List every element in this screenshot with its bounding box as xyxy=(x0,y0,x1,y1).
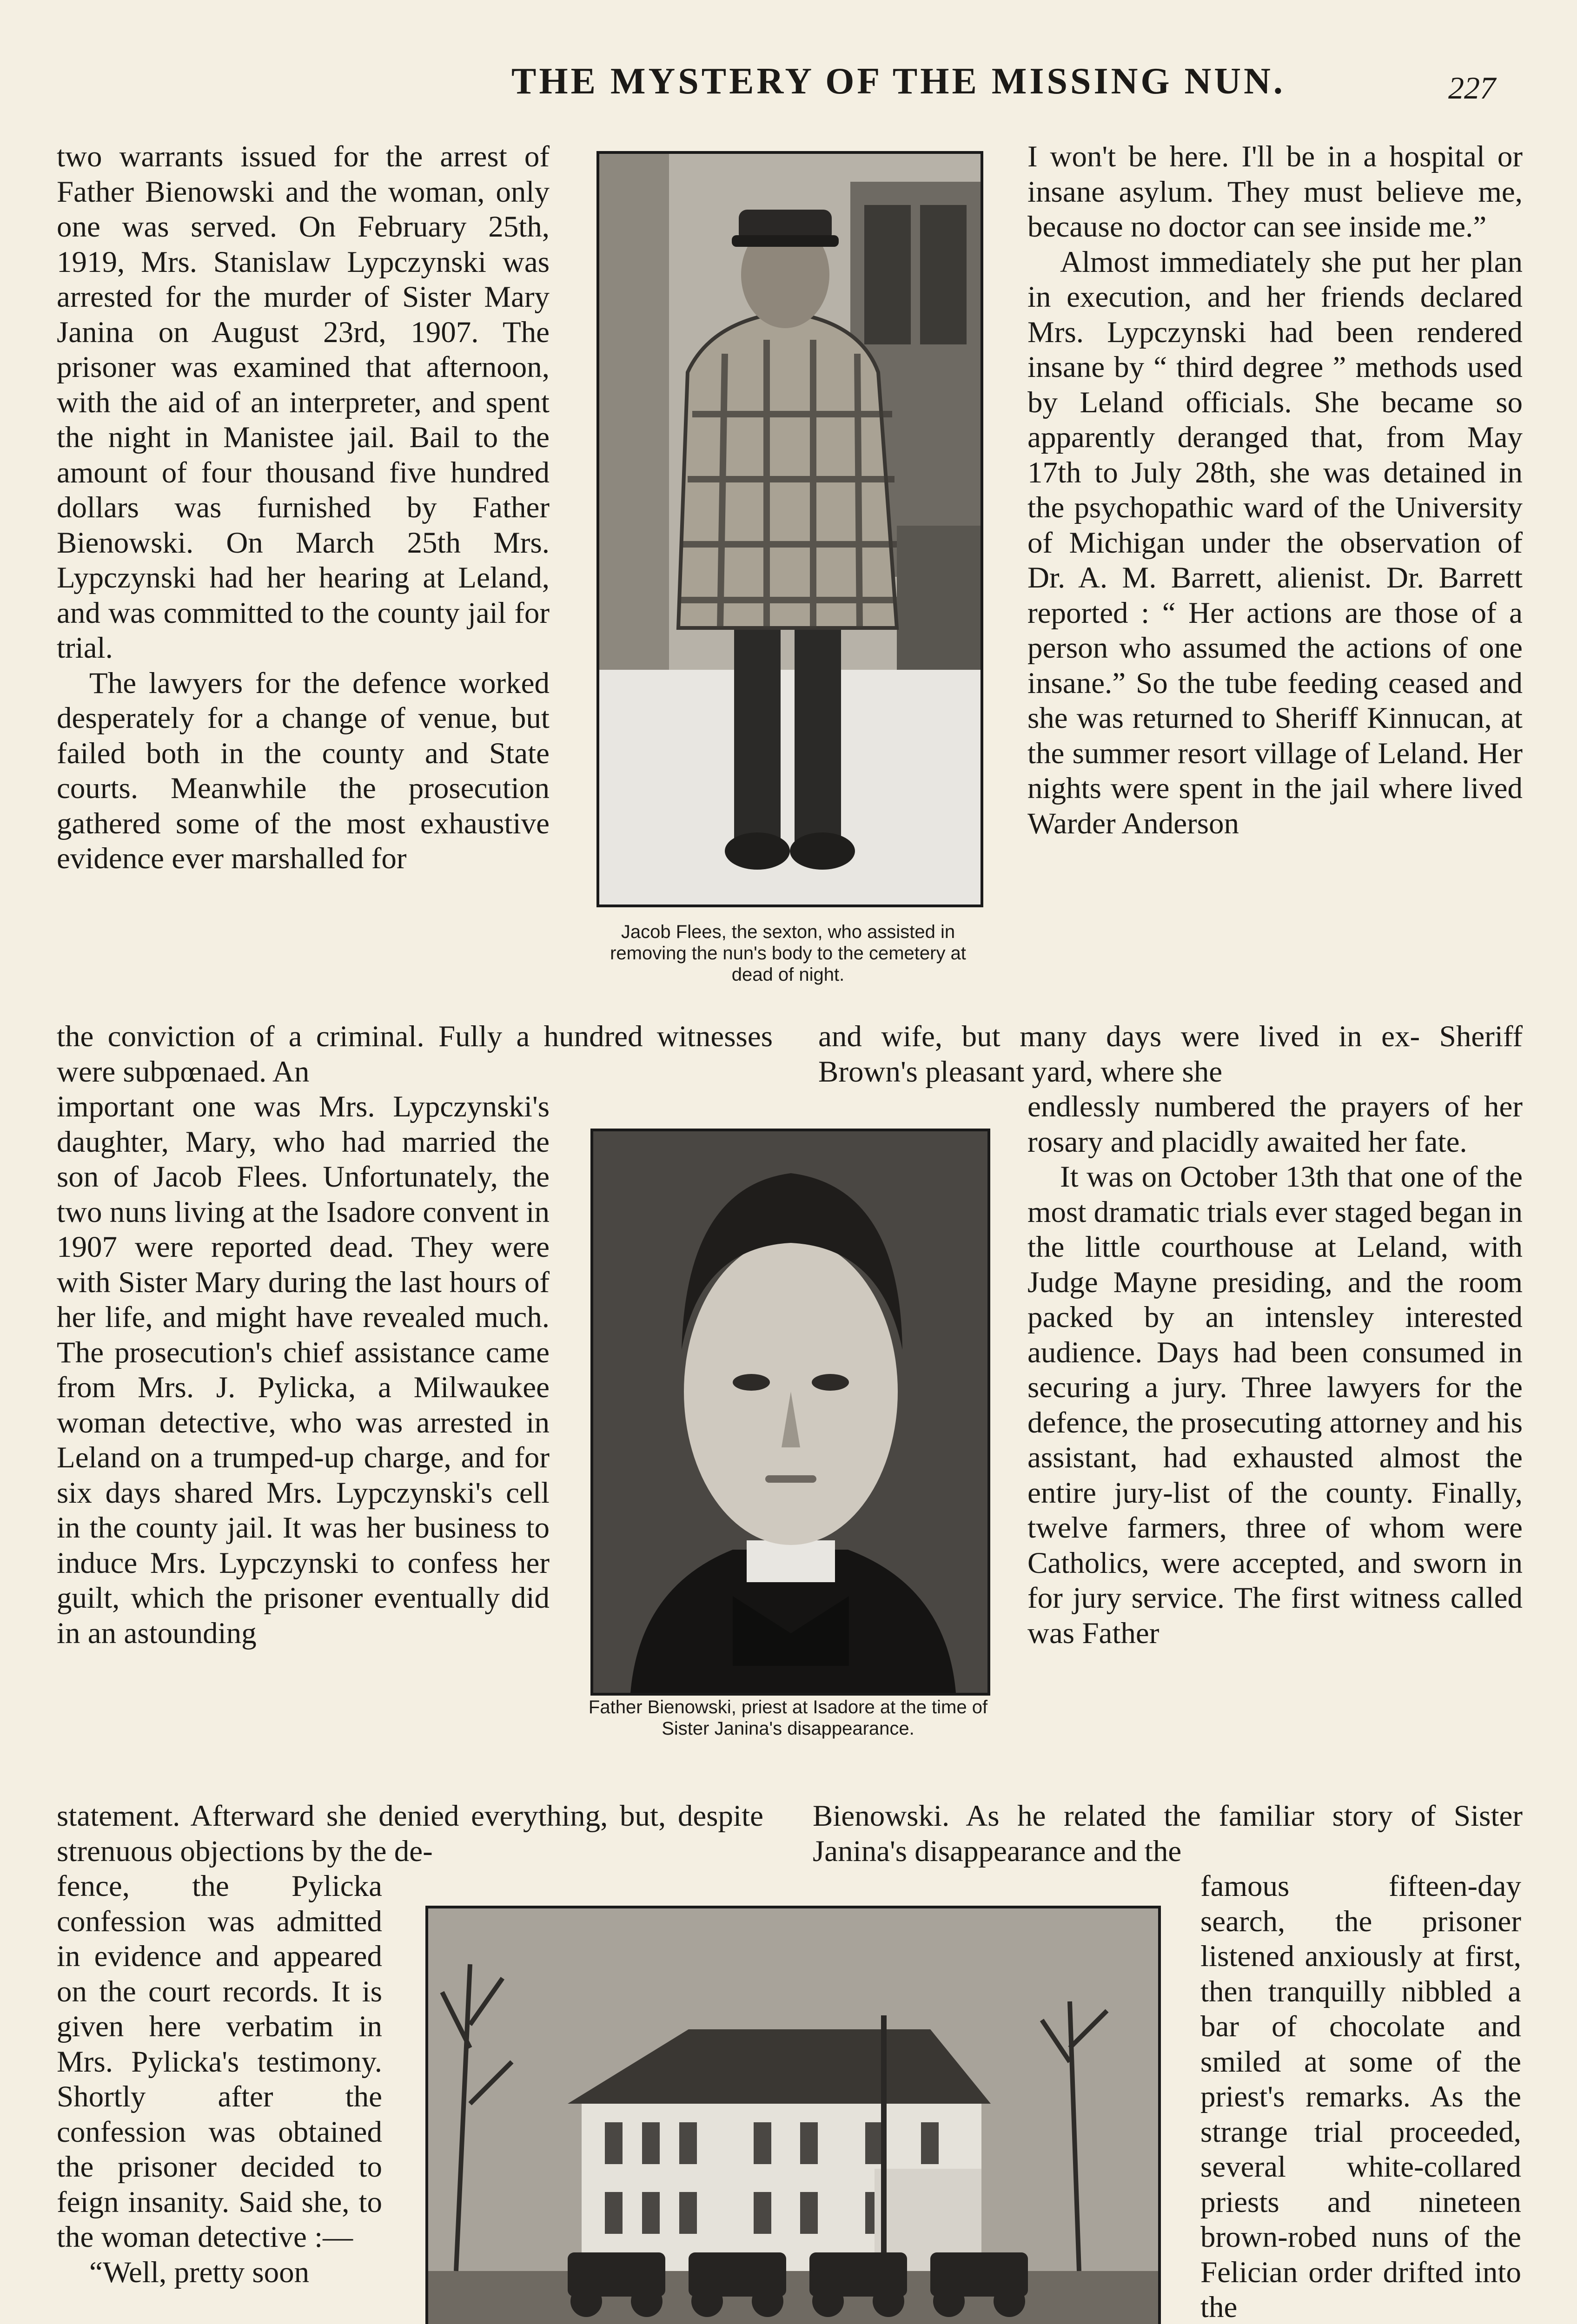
page-number: 227 xyxy=(1448,70,1496,106)
photo-jacob-flees xyxy=(596,151,983,907)
spanning-text-right-2: Bienowski. As he related the familiar story of Sister Janina's disappearance and the xyxy=(813,1799,1523,1868)
left-column-middle: important one was Mrs. Lypczynski's daughter, Mary, who had married the son of Jacob Flees. Unfortunately, the two nuns living at the Isadore convent in 1907 were reported dead. They were with Sister Mary during the last hours of her life, and might have revealed much. The prosecution's chief assistance came from Mrs. J. Pylicka, a Milwaukee woman detective, who was arrested in Leland on a trumped-up charge, and for six days shared Mrs. Lypczynski's cell in the county jail. It was her business to induce Mrs. Lypczynski to confess her guilt, which the prisoner eventually did in an astounding xyxy=(57,1090,550,1650)
paragraph: Almost immediately she put her plan in execution, and her friends declared Mrs. Lypczynski had been rendered insane by “ third degree ” methods used by Leland officials. She became so apparently deranged that, from May 17th to July 28th, she was detained in the psychopathic ward of the University of Michigan under the observation of Dr. A. M. Barrett, alienist. Dr. Barrett reported : “ Her actions are those of a person who assumed the actions of one insane.” So the tube feeding ceased and she was returned to Sheriff Kinnucan, at the summer resort village of Leland. Her nights were spent in the jail where lived Warder Anderson xyxy=(1027,245,1523,840)
paragraph: endlessly numbered the prayers of her rosary and placidly awaited her fate. xyxy=(1027,1090,1523,1159)
paragraph: two warrants issued for the arrest of Father Bienowski and the woman, only one was served. On February 25th, 1919, Mrs. Stanislaw Lypczynski was arrested for the murder of Sister Mary Janina on August 23rd, 1907. The prisoner was examined that afternoon, with the aid of an interpreter, and spent the night in Manistee jail. Bail to the amount of four thousand five hundred dollars was furnished by Father Bienowski. On March 25th Mrs. Lypczynski had her hearing at Leland, and was committed to the county jail for trial. xyxy=(57,140,550,665)
paragraph: The lawyers for the defence worked desperately for a change of venue, but failed both in the county and State courts. Meanwhile the prosecution gathered some of the most exhaustive evidence ever marshalled for xyxy=(57,666,550,875)
bienowski-portrait xyxy=(593,1131,987,1693)
left-column-top xyxy=(57,139,550,877)
page-title: THE MYSTERY OF THE MISSING NUN. xyxy=(511,61,1285,102)
photo-courthouse xyxy=(425,1906,1161,2324)
photo-father-bienowski xyxy=(590,1129,990,1696)
courthouse-illustration xyxy=(428,1908,1158,2324)
left-column-bottom xyxy=(57,1869,382,2290)
photo-caption-bienowski: Father Bienowski, priest at Isadore at the time of Sister Janina's disappearance. xyxy=(588,1697,988,1739)
right-column-bottom: famous fifteen-day search, the prisoner listened anxiously at first, then tranquilly nibbled a bar of chocolate and smiled at some of the priest's remarks. As the strange trial proceeded, several white-collared priests and nineteen brown-robed nuns of the Felician order drifted into the xyxy=(1200,1869,1521,2324)
spanning-text-right: and wife, but many days were lived in ex- Sheriff Brown's pleasant yard, where she xyxy=(818,1020,1523,1089)
jacob-flees-illustration xyxy=(599,154,981,905)
paragraph: It was on October 13th that one of the most dramatic trials ever staged began in the little courthouse at Leland, with Judge Mayne presiding, and the room packed by an intensley interested audience. Days had been consumed in securing a jury. Three lawyers for the defence, the prosecuting attorney and his assistant, had exhausted almost the entire jury-list of the county. Finally, twelve farmers, three of whom were Catholics, were accepted, and sworn in for jury service. The first witness called was Father xyxy=(1027,1160,1523,1650)
spanning-text-left-2: statement. Afterward she denied everything, but, despite strenuous objections by the de- xyxy=(57,1799,763,1868)
paragraph: “Well, pretty soon xyxy=(89,2255,310,2289)
paragraph: I won't be here. I'll be in a hospital or insane asylum. They must believe me, because no doctor can see inside me.” xyxy=(1027,140,1523,244)
right-column-middle xyxy=(1027,1089,1523,1651)
photo-caption-flees: Jacob Flees, the sexton, who assisted in removing the nun's body to the cemetery at dead of night. xyxy=(610,922,966,985)
spanning-text-left: the conviction of a criminal. Fully a hundred witnesses were subpœnaed. An xyxy=(57,1020,773,1089)
paragraph: fence, the Pylicka confession was admitted in evidence and appeared on the court records. It is given here verbatim in Mrs. Pylicka's testimony. Shortly after the confession was obtained the prisoner decided to feign insanity. Said she, to the woman detective :— xyxy=(57,1869,382,2254)
right-column-top xyxy=(1027,139,1523,841)
